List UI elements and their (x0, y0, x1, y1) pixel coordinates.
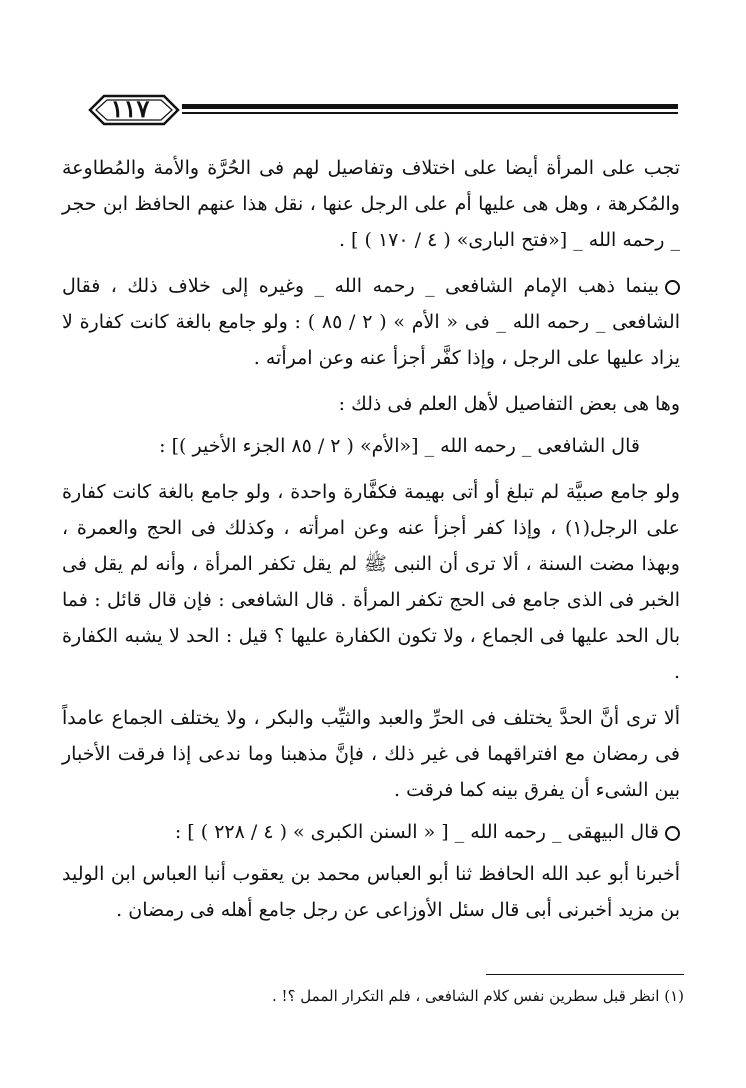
paragraph: تجب على المرأة أيضا على اختلاف وتفاصيل لهم فى الحُرَّة والأمة والمُطاوعة والمُكرهة ، وهل هى عليها أم على الرجل عنها ، نقل هذا عنهم الحافظ ابن حجر _ رحمه الله _ [«فتح البارى» ( ٤ / ١٧٠ ) ] . (62, 157, 680, 251)
paragraph: وها هى بعض التفاصيل لأهل العلم فى ذلك : (338, 393, 680, 415)
paragraph-text: قال البيهقى _ رحمه الله _ [ « السنن الكبرى » ( ٤ / ٢٢٨ ) ] : (174, 821, 659, 843)
paragraph-text: بينما ذهب الإمام الشافعى _ رحمه الله _ وغيره إلى خلاف ذلك ، فقال الشافعى _ رحمه الله _ فى « الأم » ( ٢ / ٨٥ ) : ولو جامع بالغة كانت كفارة لا يزاد عليها على الرجل ، وإذا كفَّر أجزأ عنه وعن امرأته . (62, 275, 680, 369)
paragraph: ألا ترى أنَّ الحدَّ يختلف فى الحرِّ والعبد والثيِّب والبكر ، ولا يختلف الجماع عامداً فى رمضان مع افتراقهما فى غير ذلك ، فإنَّ مذهبنا وما ندعى إذا فرقت الأخبار بين الشىء أن يفرق بينه كما فرقت . (62, 707, 680, 801)
paragraph-bullet (62, 814, 680, 850)
paragraph: ولو جامع صبيَّة لم تبلغ أو أتى بهيمة فكفَّارة واحدة ، ولو جامع بالغة كانت كفارة على الرجل(١) ، وإذا كفر أجزأ عنه وعن امرأته ، وكذلك فى الحج والعمرة ، وبهذا مضت السنة ، ألا ترى أن النبى ﷺ لم يقل تكفر المرأة ، وأنه لم يقل فى الخبر فى الذى جامع فى الحج تكفر المرأة . قال الشافعى : فإن قال قائل : فما بال الحد عليها فى الجماع ، ولا تكون الكفارة عليها ؟ قيل : الحد لا يشبه الكفارة . (62, 481, 680, 683)
circle-bullet-icon (665, 280, 680, 295)
circle-bullet-icon (665, 826, 680, 841)
footnote: (١) انظر قبل سطرين نفس كلام الشافعى ، فلم التكرار الممل ؟! . (272, 987, 684, 1005)
paragraph: أخبرنا أبو عبد الله الحافظ ثنا أبو العباس محمد بن يعقوب أنبا العباس ابن الوليد بن مزيد أخبرنى أبى قال سئل الأوزاعى عن رجل جامع أهله فى رمضان . (62, 863, 680, 921)
paragraph-quote-heading: قال الشافعى _ رحمه الله _ [«الأم» ( ٢ / ٨٥ الجزء الأخير )] : (159, 435, 640, 457)
footnote-divider (486, 974, 684, 975)
page-header (76, 90, 678, 130)
page-number: ١١٧ (110, 94, 150, 123)
main-text (62, 150, 680, 934)
paragraph-bullet (62, 268, 680, 376)
